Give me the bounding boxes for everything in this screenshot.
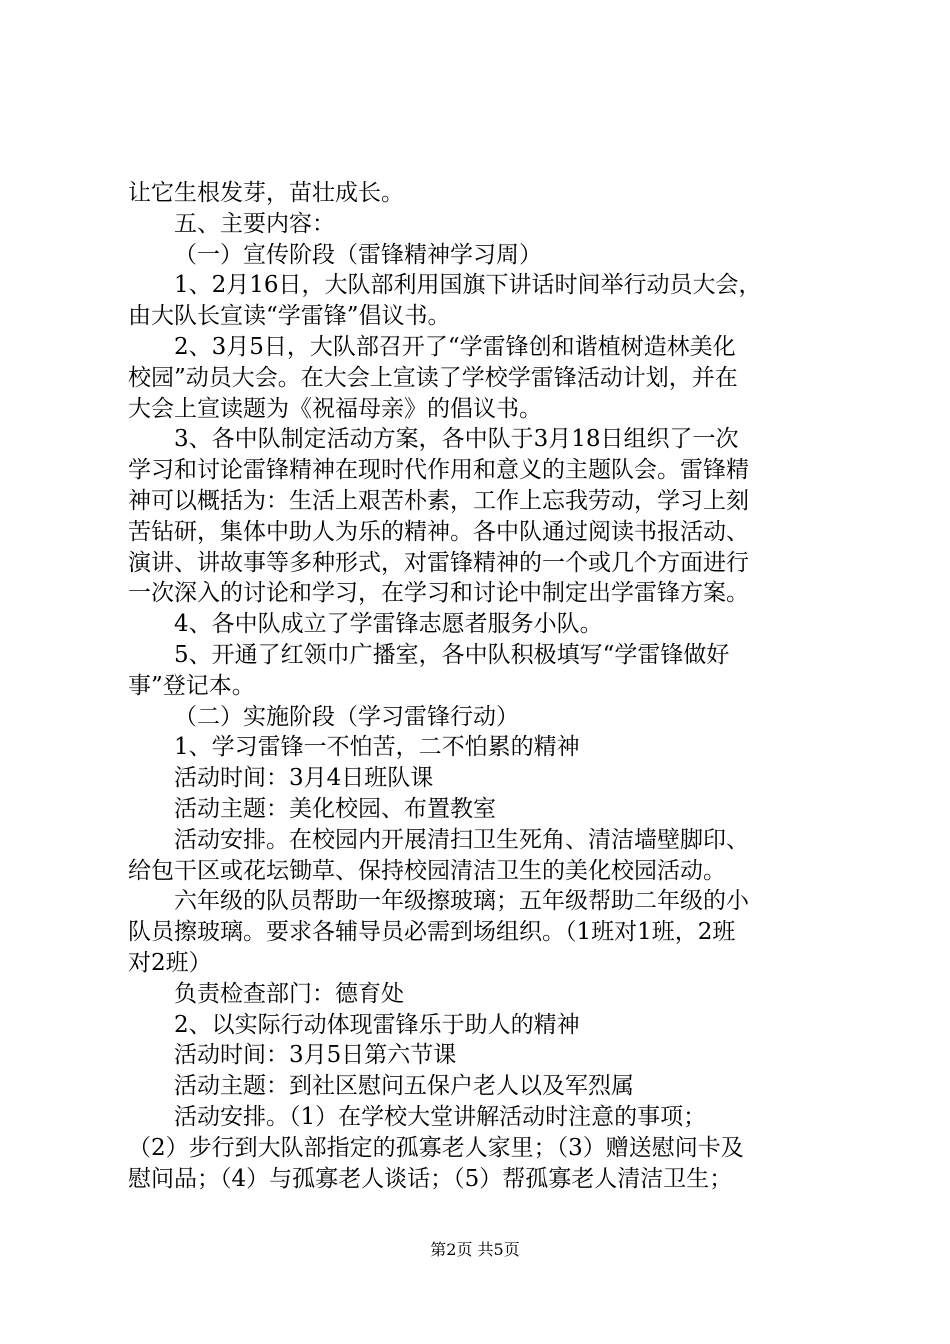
text-line: 5、开通了红领巾广播室，各中队积极填写“学雷锋做好 (174, 641, 730, 668)
text-line: （一）宣传阶段（雷锋精神学习周） (174, 241, 542, 268)
text-line: 队员擦玻璃。要求各辅导员必需到场组织。（1班对1班，2班 (128, 919, 736, 946)
document-body (128, 178, 828, 1194)
text-line: 由大队长宣读“学雷锋”倡议书。 (128, 303, 451, 330)
text-line: 活动主题：美化校园、布置教室 (174, 795, 496, 822)
text-line: 学习和讨论雷锋精神在现时代作用和意义的主题队会。雷锋精 (128, 457, 749, 484)
text-line: 一次深入的讨论和学习，在学习和讨论中制定出学雷锋方案。 (128, 580, 749, 607)
text-line: 活动主题：到社区慰问五保户老人以及军烈属 (174, 1073, 634, 1100)
text-line: 1、2月16日，大队部利用国旗下讲话时间举行动员大会， (174, 272, 762, 299)
text-line: 活动时间：3月4日班队课 (174, 765, 434, 792)
text-line: 六年级的队员帮助一年级擦玻璃；五年级帮助二年级的小 (174, 888, 749, 915)
text-line: 让它生根发芽，苗壮成长。 (128, 180, 404, 206)
text-line: 大会上宣读题为《祝福母亲》的倡议书。 (128, 395, 542, 422)
text-line: 活动时间：3月5日第六节课 (174, 1042, 457, 1069)
text-line: 演讲、讲故事等多种形式，对雷锋精神的一个或几个方面进行 (128, 549, 749, 576)
text-line: 2、3月5日，大队部召开了“学雷锋创和谐植树造林美化 (174, 333, 736, 360)
text-line: （二）实施阶段（学习雷锋行动） (174, 703, 519, 730)
text-line: 2、以实际行动体现雷锋乐于助人的精神 (174, 1011, 580, 1038)
page-footer: 第2页 共5页 (430, 1240, 520, 1259)
text-line: 负责检查部门：德育处 (174, 980, 404, 1007)
text-line: 给包干区或花坛锄草、保持校园清洁卫生的美化校园活动。 (128, 857, 726, 884)
text-line: 对2班） (128, 949, 212, 976)
text-line: 校园”动员大会。在大会上宣读了学校学雷锋活动计划，并在 (128, 364, 738, 391)
text-line: 神可以概括为：生活上艰苦朴素，工作上忘我劳动，学习上刻 (128, 487, 749, 514)
text-line: 五、主要内容： (174, 210, 335, 237)
text-line: （2）步行到大队部指定的孤寡老人家里；（3）赠送慰问卡及 (128, 1134, 744, 1161)
text-line: 1、学习雷锋一不怕苦，二不怕累的精神 (174, 734, 580, 761)
text-line: 苦钻研，集体中助人为乐的精神。各中队通过阅读书报活动、 (128, 518, 749, 545)
text-line: 3、各中队制定活动方案，各中队于3月18日组织了一次 (174, 426, 739, 453)
text-line: 慰问品；（4）与孤寡老人谈话；（5）帮孤寡老人清洁卫生； (128, 1165, 733, 1192)
text-line: 活动安排。（1）在学校大堂讲解活动时注意的事项； (174, 1103, 707, 1130)
text-line: 事”登记本。 (128, 672, 255, 699)
text-line: 4、各中队成立了学雷锋志愿者服务小队。 (174, 611, 603, 638)
text-line: 活动安排。在校园内开展清扫卫生死角、清洁墙壁脚印、 (174, 826, 749, 853)
